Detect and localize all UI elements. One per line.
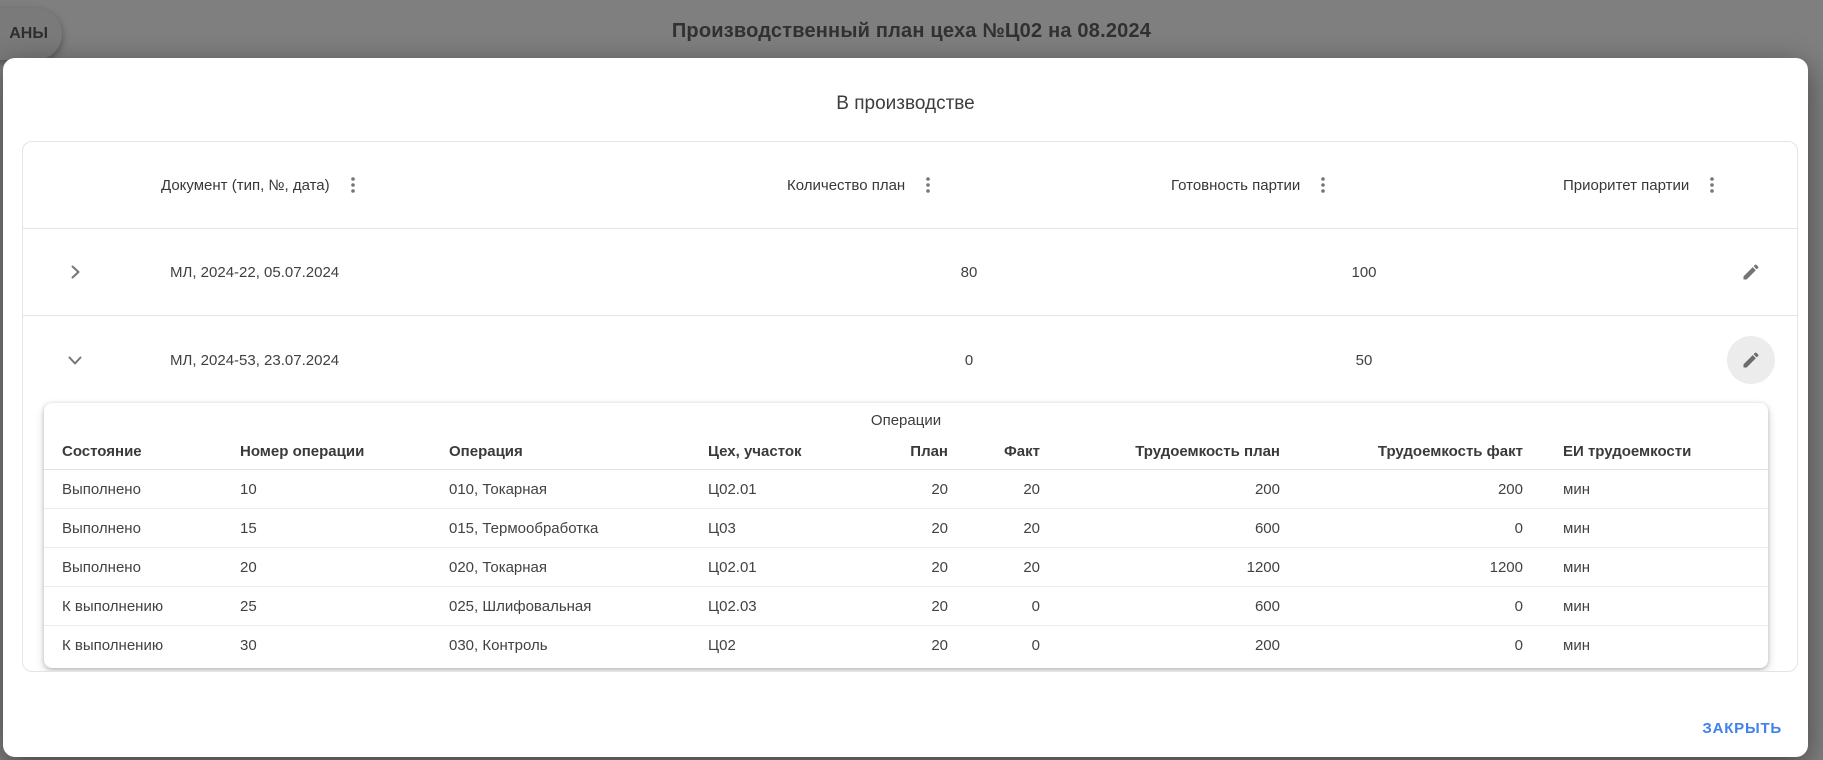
ops-cell-plan: 20 — [888, 509, 948, 548]
ops-cell-workshop: Ц02.01 — [708, 480, 757, 498]
operations-table — [44, 434, 1768, 664]
ops-cell-labor-plan: 600 — [1040, 587, 1280, 626]
ops-cell-workshop: Ц02.01 — [708, 548, 888, 587]
ops-cell-operation: 020, Токарная — [449, 548, 708, 587]
ops-col-labor-plan: Трудоемкость план — [1040, 434, 1280, 470]
column-header-quantity-plan-label: Количество план — [787, 176, 906, 194]
ops-cell-workshop: Ц02.03 — [708, 587, 888, 626]
table-row[interactable] — [23, 316, 1797, 404]
ops-cell-labor-plan: 200 — [1254, 480, 1280, 498]
ops-cell-plan: 20 — [888, 548, 948, 587]
ops-cell-labor-fact: 200 — [1497, 480, 1523, 498]
column-header-batch-priority-label: Приоритет партии — [1563, 176, 1690, 194]
ops-cell-state: Выполнено — [62, 480, 141, 498]
operations-row — [44, 509, 1768, 548]
column-header-quantity-plan — [787, 142, 941, 228]
ops-cell-plan: 20 — [888, 626, 948, 665]
quantity-plan-cell: 0 — [964, 351, 974, 369]
edit-button[interactable] — [1727, 336, 1775, 384]
quantity-plan-cell: 80 — [960, 263, 978, 281]
column-menu-icon[interactable] — [1310, 173, 1336, 197]
page-title: Производственный план цеха №Ц02 на 08.2024 — [671, 20, 1152, 42]
ops-cell-operation: 015, Термообработка — [449, 509, 708, 548]
operations-header-row — [44, 434, 1768, 470]
ops-cell-labor-fact: 0 — [1280, 626, 1523, 665]
ops-cell-number: 20 — [240, 548, 449, 587]
chevron-down-icon[interactable] — [61, 346, 89, 374]
ops-cell-number: 30 — [240, 626, 449, 665]
ops-cell-operation: 025, Шлифовальная — [449, 587, 708, 626]
production-plan-dialog — [3, 58, 1808, 757]
batch-readiness-cell: 100 — [1351, 263, 1377, 281]
column-menu-icon[interactable] — [340, 173, 366, 197]
document-cell: МЛ, 2024-53, 23.07.2024 — [170, 351, 340, 369]
ops-cell-state: Выполнено — [44, 548, 240, 587]
column-header-document — [161, 142, 366, 228]
ops-col-plan: План — [888, 434, 948, 470]
ops-cell-labor-unit: мин — [1523, 626, 1768, 665]
chevron-right-icon[interactable] — [61, 258, 89, 286]
column-header-batch-readiness — [1171, 142, 1336, 228]
batch-table-header — [23, 142, 1797, 229]
ops-cell-labor-fact: 0 — [1280, 509, 1523, 548]
ops-cell-labor-unit: мин — [1523, 587, 1768, 626]
operations-row — [44, 548, 1768, 587]
document-cell: МЛ, 2024-22, 05.07.2024 — [170, 263, 340, 281]
column-menu-icon[interactable] — [1699, 173, 1725, 197]
ops-cell-state: К выполнению — [44, 587, 240, 626]
ops-cell-operation: 010, Токарная — [449, 480, 548, 498]
ops-col-workshop: Цех, участок — [708, 434, 888, 470]
ops-cell-state: К выполнению — [44, 626, 240, 665]
ops-cell-labor-plan: 1200 — [1040, 548, 1280, 587]
ops-col-state: Состояние — [44, 434, 240, 470]
ops-cell-fact: 20 — [948, 509, 1040, 548]
ops-cell-fact: 0 — [948, 587, 1040, 626]
column-header-batch-priority — [1563, 142, 1725, 228]
ops-cell-workshop: Ц03 — [708, 509, 888, 548]
ops-col-labor-fact: Трудоемкость факт — [1280, 434, 1523, 470]
batch-readiness-cell: 50 — [1355, 351, 1373, 369]
ops-cell-fact: 20 — [948, 548, 1040, 587]
ops-cell-fact: 20 — [1023, 480, 1040, 498]
ops-cell-number: 10 — [240, 480, 257, 498]
ops-cell-labor-unit: мин — [1523, 548, 1768, 587]
ops-col-number: Номер операции — [240, 434, 449, 470]
ops-cell-state: Выполнено — [44, 509, 240, 548]
batch-table-card — [22, 141, 1798, 672]
operations-row — [44, 470, 1768, 509]
ops-cell-labor-plan: 200 — [1040, 626, 1280, 665]
ops-cell-number: 15 — [240, 509, 449, 548]
ops-col-labor-unit: ЕИ трудоемкости — [1523, 434, 1768, 470]
column-header-document-label: Документ (тип, №, дата) — [161, 176, 330, 194]
operations-panel-title: Операции — [870, 412, 942, 429]
table-row[interactable] — [23, 229, 1797, 316]
section-title: В производстве — [836, 93, 975, 114]
ops-cell-labor-fact: 1200 — [1280, 548, 1523, 587]
ops-cell-plan: 20 — [888, 587, 948, 626]
ops-col-fact: Факт — [948, 434, 1040, 470]
operations-panel — [44, 403, 1768, 668]
column-menu-icon[interactable] — [915, 173, 941, 197]
ops-cell-fact: 0 — [948, 626, 1040, 665]
operations-row — [44, 587, 1768, 626]
ops-cell-labor-unit: мин — [1523, 509, 1768, 548]
plans-pill-label: АНЫ — [9, 25, 48, 42]
ops-cell-labor-unit: мин — [1563, 480, 1590, 498]
edit-button[interactable] — [1727, 248, 1775, 296]
ops-col-operation: Операция — [449, 434, 708, 470]
ops-cell-workshop: Ц02 — [708, 626, 888, 665]
close-button[interactable]: ЗАКРЫТЬ — [1692, 712, 1792, 745]
ops-cell-labor-fact: 0 — [1280, 587, 1523, 626]
operations-row — [44, 626, 1768, 665]
ops-cell-operation: 030, Контроль — [449, 626, 708, 665]
ops-cell-plan: 20 — [931, 480, 948, 498]
ops-cell-number: 25 — [240, 587, 449, 626]
column-header-batch-readiness-label: Готовность партии — [1171, 176, 1301, 194]
ops-cell-labor-plan: 600 — [1040, 509, 1280, 548]
